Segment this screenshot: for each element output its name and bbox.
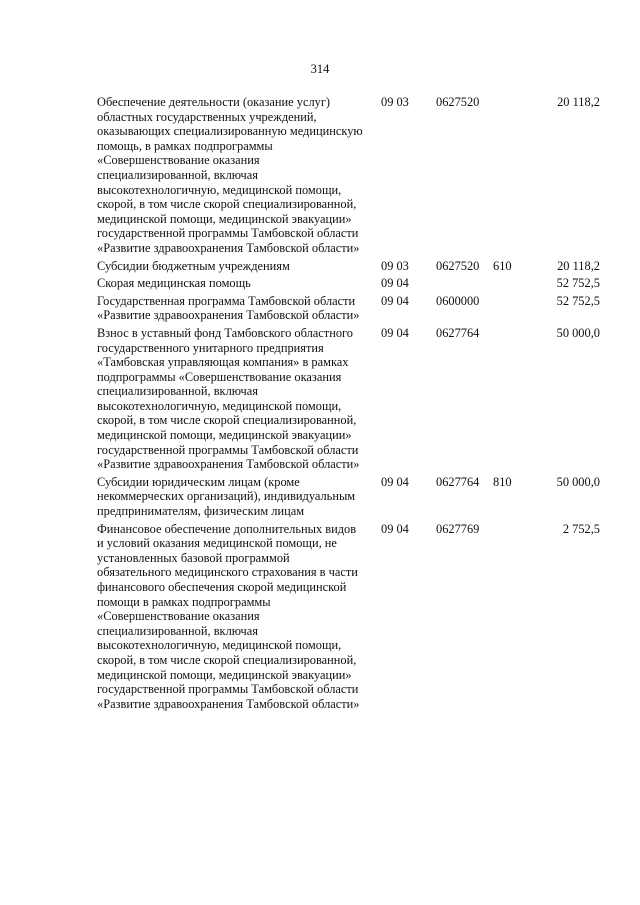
table-row xyxy=(0,522,640,712)
row-description: Обеспечение деятельности (оказание услуг) областных государственных учреждений, оказывающих специализированную медицинскую помощь, в рамках подпрограммы «Совершенствование оказания специализированной, включая высокотехнологичную, медицинской помощи, скорой, в том числе скорой специализированной, медицинской помощи, медицинской эвакуации» государственной программы Тамбовской области «Развитие здравоохранения Тамбовской области» xyxy=(97,95,363,255)
row-target-code: 0627520 xyxy=(436,95,480,109)
row-amount: 52 752,5 xyxy=(556,276,600,291)
row-target-code: 0627764 xyxy=(436,325,480,340)
row-section-code: 09 03 xyxy=(381,95,409,109)
row-section-code: 09 04 xyxy=(381,293,409,308)
row-description: Финансовое обеспечение дополнительных видов и условий оказания медицинской помощи, не установленных базовой программой обязательного медицинского страхования в части финансового обеспечения скорой медицинской помощи в рамках подпрограммы «Совершенствование оказания специализированной, включая высокотехнологичную, медицинской помощи, скорой, в том числе скорой специализированной, медицинской помощи, медицинской эвакуации» государственной программы Тамбовской области «Развитие здравоохранения Тамбовской области» xyxy=(97,521,360,711)
row-section-code: 09 04 xyxy=(381,474,409,489)
table-row xyxy=(0,294,640,323)
row-description: Скорая медицинская помощь xyxy=(97,276,251,291)
row-target-code: 0627769 xyxy=(436,521,480,536)
row-description: Субсидии юридическим лицам (кроме некоммерческих организаций), индивидуальным предпринимателям, физическим лицам xyxy=(97,474,356,519)
row-description: Субсидии бюджетным учреждениям xyxy=(97,258,290,273)
row-section-code: 09 03 xyxy=(381,258,409,273)
row-amount: 2 752,5 xyxy=(562,521,600,536)
row-section-code: 09 04 xyxy=(381,521,409,536)
row-amount: 50 000,0 xyxy=(556,474,600,489)
row-target-code: 0627520 xyxy=(436,258,480,273)
row-amount: 50 000,0 xyxy=(556,325,600,340)
row-description: Государственная программа Тамбовской области «Развитие здравоохранения Тамбовской области» xyxy=(97,293,360,323)
row-amount: 20 118,2 xyxy=(557,95,600,109)
budget-table xyxy=(0,95,640,714)
row-expense-type: 610 xyxy=(493,258,512,273)
row-section-code: 09 04 xyxy=(381,325,409,340)
row-section-code: 09 04 xyxy=(381,276,409,291)
row-target-code: 0600000 xyxy=(436,293,480,308)
row-description: Взнос в уставный фонд Тамбовского областного государственного унитарного предприятия «Тамбовская управляющая компания» в рамках подпрограммы «Совершенствование оказания специализированной, включая высокотехнологичную, медицинской помощи, скорой, в том числе скорой специализированной, медицинской помощи, медицинской эвакуации» государственной программы Тамбовской области «Развитие здравоохранения Тамбовской области» xyxy=(97,325,360,472)
table-row xyxy=(0,475,640,519)
table-row xyxy=(0,259,640,274)
table-row xyxy=(0,95,640,256)
row-expense-type: 810 xyxy=(493,474,512,489)
page-number: 314 xyxy=(310,62,330,76)
row-amount: 52 752,5 xyxy=(556,293,600,308)
table-row xyxy=(0,276,640,291)
row-amount: 20 118,2 xyxy=(557,258,600,273)
row-target-code: 0627764 xyxy=(436,474,480,489)
table-row xyxy=(0,326,640,472)
